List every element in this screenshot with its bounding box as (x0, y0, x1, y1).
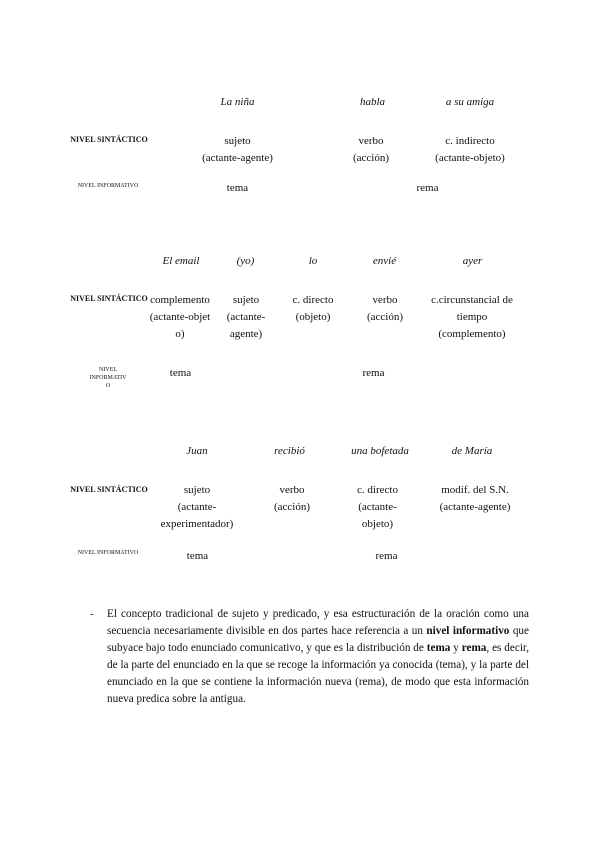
informative-tema: tema (226, 182, 249, 194)
syntactic-sujeto: sujeto (actante-agente) (202, 135, 273, 164)
word-una-bofetada: una bofetada (351, 445, 409, 457)
word-la-nina: La niña (220, 96, 255, 108)
syntactic-sujeto: sujeto (actante- experimentador) (160, 484, 234, 530)
word-juan: Juan (186, 445, 208, 457)
paragraph-text: El concepto tradicional de sujeto y predicado, y esa estructuración de la oración como una secuencia necesariamente divisible en dos partes hace referencia a un (107, 608, 529, 637)
syntactic-c-circunstancial: c.circunstancial de tiempo (complemento) (431, 294, 513, 340)
term-rema: rema (461, 642, 487, 654)
word-de-maria: de María (451, 445, 493, 457)
informative-rema: rema (375, 550, 398, 562)
informative-level-label: NIVEL INFORMATIVO (77, 550, 139, 556)
term-tema: tema (426, 642, 451, 654)
word-yo: (yo) (236, 255, 255, 267)
paragraph-text: , es decir, de la parte del enunciado en la que se recoge la información ya conocida (tema), y la parte del enunciado en la que se contiene la información nueva (rema), de modo que esta información nueva predica sobre la antigua. (107, 642, 530, 705)
informative-rema: rema (362, 367, 385, 379)
word-habla: habla (359, 96, 386, 108)
term-nivel-informativo: nivel informativo (426, 625, 510, 637)
list-bullet: - (90, 608, 94, 620)
syntactic-verbo: verbo (acción) (352, 135, 390, 164)
paragraph-text: y (450, 642, 462, 654)
word-el-email: El email (162, 255, 200, 267)
syntactic-verbo: verbo (acción) (366, 294, 404, 323)
syntactic-c-indirecto: c. indirecto (actante-objeto) (435, 135, 505, 164)
syntactic-level-label: NIVEL SINTÁCTICO (70, 485, 148, 494)
syntactic-modif: modif. del S.N. (actante-agente) (439, 484, 511, 513)
syntactic-level-label: NIVEL SINTÁCTICO (70, 294, 148, 303)
word-recibio: recibió (274, 445, 305, 457)
syntactic-level-label: NIVEL SINTÁCTICO (70, 135, 148, 144)
syntactic-complemento: complemento (actante-objet o) (149, 294, 211, 340)
informative-tema: tema (186, 550, 209, 562)
explanatory-paragraph (107, 606, 529, 708)
syntactic-c-directo: c. directo (objeto) (292, 294, 334, 323)
syntactic-verbo: verbo (acción) (273, 484, 311, 513)
word-a-su-amiga: a su amiga (445, 96, 495, 108)
word-envie: envié (372, 255, 397, 267)
word-lo: lo (308, 255, 318, 267)
syntactic-sujeto: sujeto (actante- agente) (226, 294, 266, 340)
syntactic-c-directo: c. directo (actante- objeto) (357, 484, 398, 530)
informative-rema: rema (416, 182, 439, 194)
paragraph-text: que subyace bajo todo enunciado comunicativo, y que es la distribución de (107, 625, 529, 654)
informative-level-label: NIVEL INFORMATIV O (89, 367, 127, 389)
informative-level-label: NIVEL INFORMATIVO (77, 183, 139, 189)
word-ayer: ayer (462, 255, 483, 267)
informative-tema: tema (169, 367, 192, 379)
